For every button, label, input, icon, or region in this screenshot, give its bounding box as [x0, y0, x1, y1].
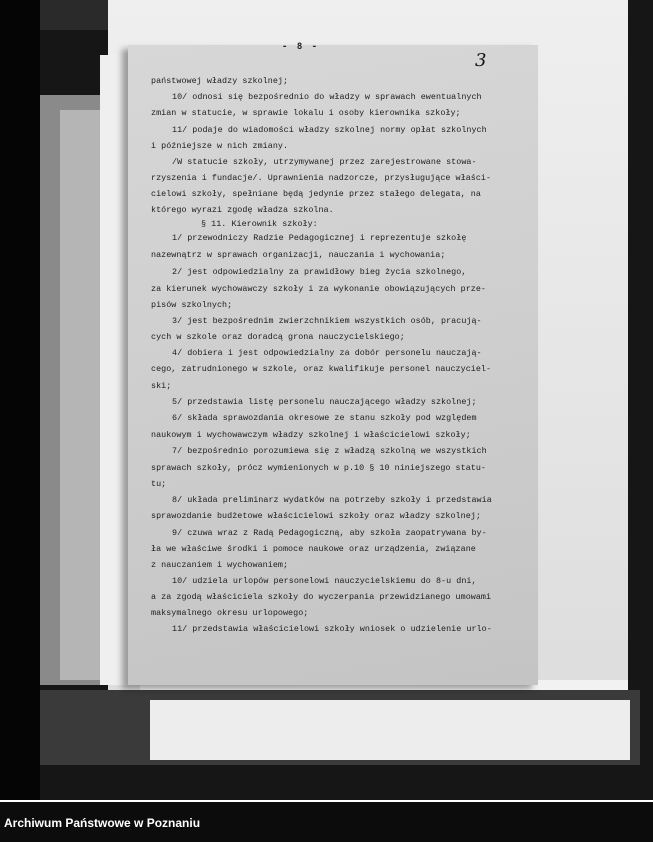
text-line: i późniejsze w nich zmiany. — [151, 141, 289, 151]
text-line: tu; — [151, 479, 167, 489]
text-line: cego, zatrudnionego w szkole, oraz kwalifikuje personel nauczyciel- — [151, 364, 492, 374]
text-line: cielowi szkoły, spełniane będą jedynie przez stałego delegata, na — [151, 189, 481, 199]
text-line: § 11. Kierownik szkoły: — [201, 219, 318, 229]
text-line: 6/ składa sprawozdania okresowe ze stanu szkoły pod względem — [172, 413, 477, 423]
text-line: 4/ dobiera i jest odpowiedzialny za dobór personelu nauczają- — [172, 348, 482, 358]
text-line: maksymalnego okresu urlopowego; — [151, 608, 309, 618]
text-line: 3/ jest bezpośrednim zwierzchnikiem wszystkich osób, pracują- — [172, 316, 482, 326]
text-line: 2/ jest odpowiedzialny za prawidłowy bieg życia szkolnego, — [172, 267, 467, 277]
text-line: 5/ przedstawia listę personelu nauczającego władzy szkolnej; — [172, 397, 477, 407]
text-line: 11/ podaje do wiadomości władzy szkolnej normy opłat szkolnych — [172, 125, 487, 135]
scan-base-sheet — [150, 700, 630, 760]
archive-name: Archiwum Państwowe w Poznaniu — [4, 816, 201, 830]
archive-footer — [0, 800, 653, 842]
text-line: państwowej władzy szkolnej; — [151, 76, 289, 86]
text-line: ła we właściwe środki i pomoce naukowe oraz urządzenia, związane — [151, 544, 476, 554]
text-line: 1/ przewodniczy Radzie Pedagogicznej i reprezentuje szkołę — [172, 233, 467, 243]
text-line: 11/ przedstawia właścicielowi szkoły wniosek o udzielenie urlo- — [172, 624, 492, 634]
text-line: pisów szkolnych; — [151, 300, 233, 310]
page-left-edge — [100, 55, 128, 685]
text-line: sprawach szkoły, prócz wymienionych w p.10 § 10 niniejszego statu- — [151, 463, 487, 473]
text-line: 9/ czuwa wraz z Radą Pedagogiczną, aby szkoła zaopatrywana by- — [172, 528, 487, 538]
text-line: nazewnątrz w sprawach organizacji, nauczania i wychowania; — [151, 250, 446, 260]
text-line: którego wyrazi zgodę władza szkolna. — [151, 205, 334, 215]
scan-top-gap — [40, 0, 115, 30]
text-line: zmian w statucie, w sprawie lokalu i osoby kierownika szkoły; — [151, 108, 461, 118]
text-line: 8/ układa preliminarz wydatków na potrzeby szkoły i przedstawia — [172, 495, 492, 505]
text-line: za kierunek wychowawczy szkoły i za wykonanie obowiązujących prze- — [151, 284, 487, 294]
text-line: rzyszenia i fundacje/. Uprawnienia nadzorcze, przysługujące właści- — [151, 173, 492, 183]
text-line: 7/ bezpośrednio porozumiewa się z władzą szkolną we wszystkich — [172, 446, 487, 456]
text-line: z nauczaniem i wychowaniem; — [151, 560, 289, 570]
text-line: naukowym i wychowawczym władzy szkolnej i właścicielowi szkoły; — [151, 430, 471, 440]
text-line: cych w szkole oraz doradcą grona nauczycielskiego; — [151, 332, 405, 342]
handwritten-page-number: 3 — [475, 50, 487, 71]
text-line: 10/ udziela urlopów personelowi nauczycielskiemu do 8-u dni, — [172, 576, 477, 586]
text-line: /W statucie szkoły, utrzymywanej przez zarejestrowane stowa- — [172, 157, 477, 167]
text-line: 10/ odnosi się bezpośrednio do władzy w sprawach ewentualnych — [172, 92, 482, 102]
text-line: a za zgodą właściciela szkoły do wyczerpania przewidzianego umowami — [151, 592, 492, 602]
scan-left-shadow — [0, 0, 40, 800]
page-marker: - 8 - — [282, 42, 320, 52]
text-line: ski; — [151, 381, 172, 391]
text-line: sprawozdanie budżetowe właścicielowi szkoły oraz władzy szkolnej; — [151, 511, 481, 521]
